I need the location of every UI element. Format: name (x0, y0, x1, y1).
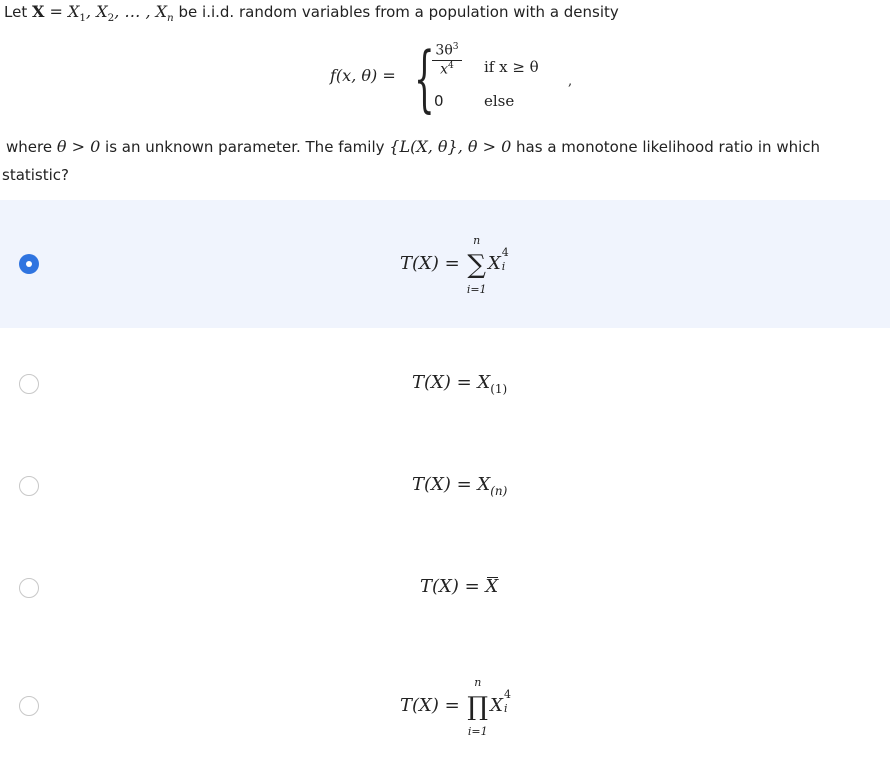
x-bar: X (485, 576, 499, 597)
seq-dots: , … , X (114, 2, 168, 21)
sum-lower-limit: i=1 (466, 283, 487, 296)
formula-var: X (487, 253, 501, 274)
product-operator: ∏ n i=1 (467, 676, 489, 738)
density-denominator-exp: 4 (448, 60, 454, 71)
question-text-line-1: Let $X = X_1$, $X_2$, … , $X_n$ be i.i.d. random variables from a population with a density (4, 2, 619, 25)
question-text-line-2 (6, 137, 820, 156)
question-text-line-3: statistic? (2, 166, 70, 184)
density-zero: 0 (434, 92, 444, 110)
formula-mean (420, 576, 498, 597)
seq-x1: = X (49, 2, 80, 21)
formula-var: X (490, 695, 503, 716)
density-if-condition: if x ≥ θ (484, 58, 539, 76)
formula-lhs: T(X) = X (412, 474, 491, 495)
seq-x2: , X (86, 2, 108, 21)
density-denominator: x (440, 61, 449, 78)
formula-max (412, 474, 507, 498)
density-formula (330, 36, 590, 120)
product-upper-limit: n (474, 676, 482, 689)
formula-lhs: T(X) = (400, 253, 460, 274)
left-brace: { (414, 36, 435, 120)
vector-x: X (31, 2, 45, 21)
formula-sub: i (503, 702, 508, 715)
formula-min (412, 372, 507, 396)
option-sum-x4[interactable] (0, 200, 890, 328)
question-mid: is an unknown parameter. The family (105, 138, 385, 156)
question-mlr: has a monotone likelihood ratio in which (516, 138, 821, 156)
formula-sum-x4 (400, 234, 511, 296)
question-suffix: be i.i.d. random variables from a population with a density (178, 3, 619, 21)
formula-sup: 4 (501, 246, 509, 259)
formula-sup: 4 (503, 688, 511, 701)
radio-button[interactable] (19, 374, 39, 394)
formula-lhs: T(X) = X (412, 372, 491, 393)
density-comma: , (568, 74, 573, 89)
likelihood-family: {L(X, θ}, θ > 0 (389, 137, 512, 156)
density-else-condition: else (484, 92, 515, 110)
sum-operator: ∑ n i=1 (466, 234, 487, 296)
formula-lhs: T(X) = (400, 695, 460, 716)
seq-n: n (167, 12, 174, 25)
density-lhs: f(x, θ) = (330, 66, 396, 85)
question-let: Let (4, 3, 28, 21)
density-fraction (432, 42, 462, 77)
formula-prod-x4 (400, 676, 513, 738)
radio-button-selected[interactable] (19, 254, 39, 274)
radio-button[interactable] (19, 578, 39, 598)
sum-upper-limit: n (473, 234, 481, 247)
density-numerator: 3θ (435, 42, 453, 59)
formula-lhs: T(X) = (420, 576, 480, 597)
product-lower-limit: i=1 (467, 725, 488, 738)
option-prod-x4[interactable] (0, 634, 890, 762)
formula-sub: (n) (490, 484, 508, 498)
radio-button[interactable] (19, 476, 39, 496)
theta-condition: θ > 0 (56, 137, 101, 156)
radio-button[interactable] (19, 696, 39, 716)
formula-sub: i (501, 260, 506, 273)
density-numerator-exp: 3 (452, 42, 459, 52)
question-where: where (6, 138, 53, 156)
formula-sub: (1) (490, 382, 508, 396)
